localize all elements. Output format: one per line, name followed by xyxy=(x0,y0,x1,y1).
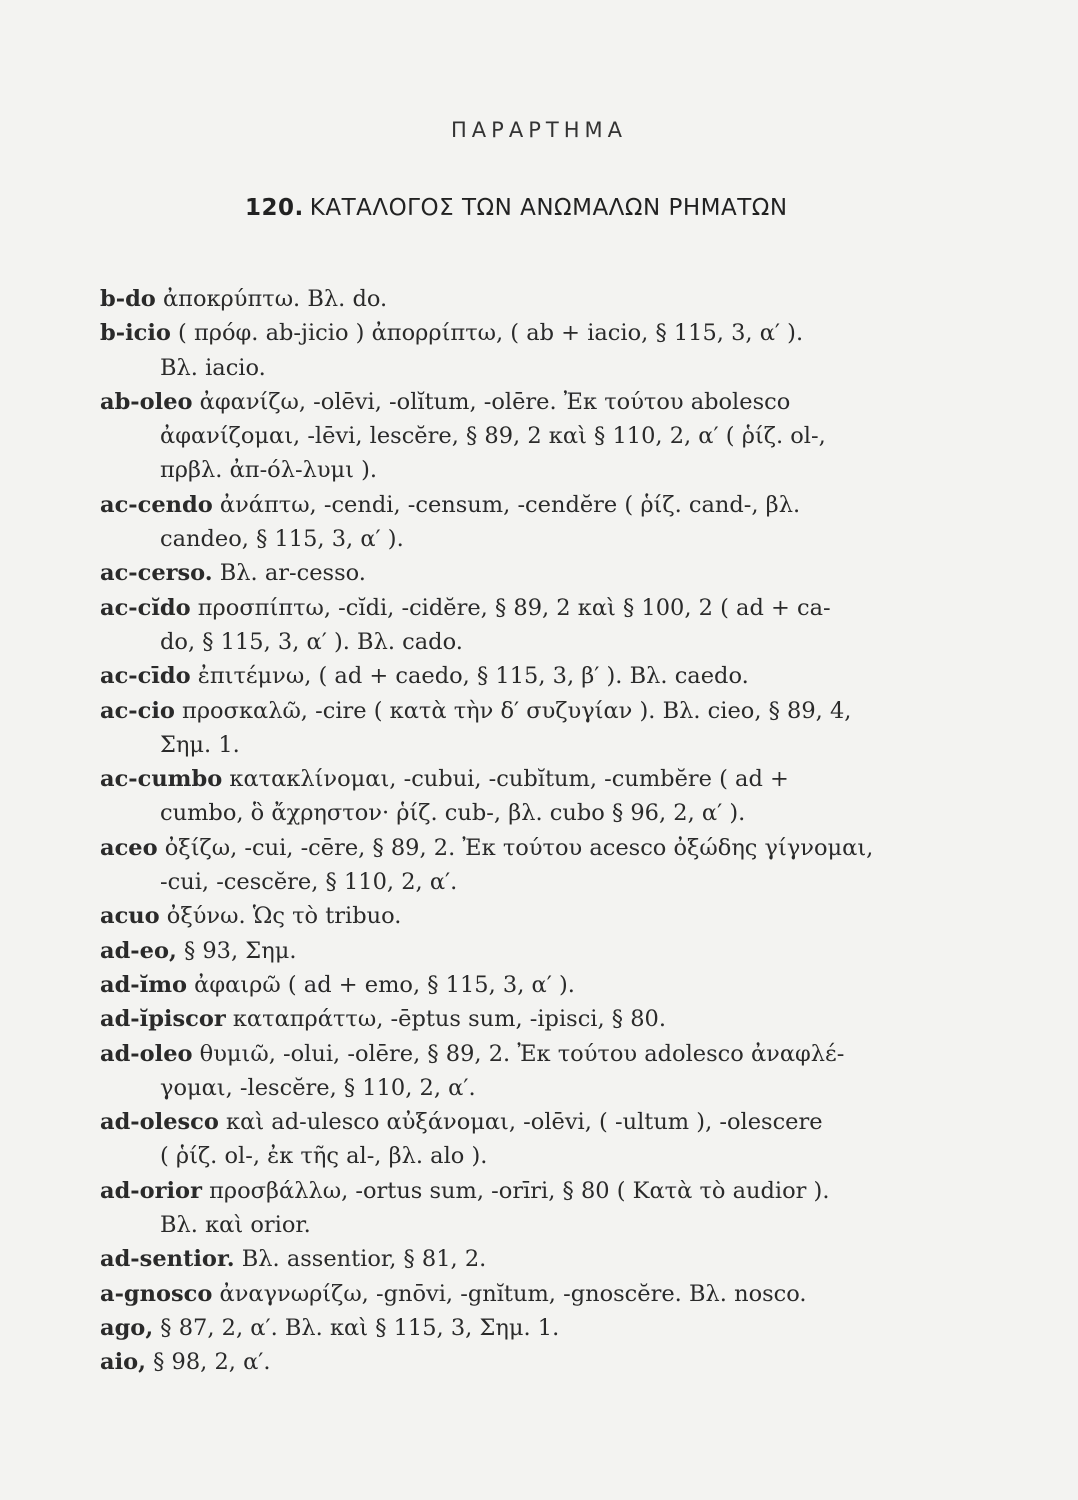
entry-text: Βλ. assentior, § 81, 2. xyxy=(234,1246,487,1273)
verb-entry xyxy=(100,1242,1000,1276)
entry-text: ἀφανίζομαι, -lēvi, lescĕre, § 89, 2 καὶ § 110, 2, α′ ( ῥίζ. ol-, xyxy=(160,423,826,450)
entry-headword: ad-ĭmo xyxy=(100,971,188,998)
entry-text: ἀναγνωρίζω, -gnōvi, -gnĭtum, -gnoscĕre. Βλ. nosco. xyxy=(212,1280,807,1307)
entry-text: προσπίπτω, -cĭdi, -cidĕre, § 89, 2 καὶ § 100, 2 ( ad + ca- xyxy=(190,594,831,621)
entry-text: ἀφανίζω, -olēvi, -olĭtum, -olēre. Ἐκ τούτου abolesco xyxy=(192,388,791,415)
entry-continuation-line xyxy=(160,351,1000,385)
verb-entry xyxy=(100,1002,1000,1036)
entry-first-line xyxy=(100,934,1000,968)
entry-headword: ac-cio xyxy=(100,697,175,724)
entry-headword: ac-cumbo xyxy=(100,766,223,793)
entry-text: θυμιῶ, -olui, -olēre, § 89, 2. Ἐκ τούτου adolesco ἀναφλέ- xyxy=(192,1040,845,1067)
entry-text: πρβλ. ἀπ-όλ-λυμι ). xyxy=(160,457,378,484)
verb-entry xyxy=(100,694,1000,763)
entry-headword: ac-cīdo xyxy=(100,663,191,690)
entry-headword: ago, xyxy=(100,1314,154,1341)
entry-first-line xyxy=(100,591,1000,625)
entry-text: -cui, -cescĕre, § 110, 2, α′. xyxy=(160,869,458,896)
entry-first-line xyxy=(100,1311,1000,1345)
verb-entry xyxy=(100,488,1000,557)
verb-entry xyxy=(100,1105,1000,1174)
entry-text: ὀξύνω. Ὡς τὸ tribuo. xyxy=(159,903,402,930)
entry-first-line xyxy=(100,1345,1000,1379)
entry-first-line xyxy=(100,1242,1000,1276)
entry-continuation-line xyxy=(160,1139,1000,1173)
verb-entry xyxy=(100,556,1000,590)
entry-first-line xyxy=(100,694,1000,728)
entry-text: ὀξίζω, -cui, -cēre, § 89, 2. Ἐκ τούτου acesco ὀξώδης γίγνομαι, xyxy=(157,834,874,861)
entry-continuation-line xyxy=(160,1071,1000,1105)
entry-text: Βλ. iacio. xyxy=(160,354,266,381)
verb-entry xyxy=(100,934,1000,968)
entry-headword: ad-sentior. xyxy=(100,1246,235,1273)
entry-headword: ac-cendo xyxy=(100,491,213,518)
entry-headword: ad-eo, xyxy=(100,937,177,964)
entry-text: § 87, 2, α′. Βλ. καὶ § 115, 3, Σημ. 1. xyxy=(153,1314,560,1341)
entry-text: καταπράττω, -ēptus sum, -ipisci, § 80. xyxy=(225,1006,666,1033)
entry-first-line xyxy=(100,762,1000,796)
entry-first-line xyxy=(100,385,1000,419)
entry-headword: ad-oleo xyxy=(100,1040,193,1067)
section-title xyxy=(245,195,788,221)
verb-entry xyxy=(100,1277,1000,1311)
entry-first-line xyxy=(100,282,1000,316)
entry-text: κατακλίνομαι, -cubui, -cubĭtum, -cumbĕre ( ad + xyxy=(222,766,789,793)
verb-entry xyxy=(100,1174,1000,1243)
entry-headword: ac-cĭdo xyxy=(100,594,191,621)
entry-continuation-line xyxy=(160,865,1000,899)
entry-text: προσβάλλω, -ortus sum, -orīri, § 80 ( Κατὰ τὸ audior ). xyxy=(201,1177,830,1204)
entry-first-line xyxy=(100,659,1000,693)
entry-first-line xyxy=(100,1037,1000,1071)
entry-text: § 93, Σημ. xyxy=(176,937,297,964)
verb-entry xyxy=(100,282,1000,316)
entry-first-line xyxy=(100,488,1000,522)
entry-first-line xyxy=(100,1002,1000,1036)
entry-headword: acuo xyxy=(100,903,160,930)
entry-text: ( ῥίζ. ol-, ἐκ τῆς al-, βλ. alo ). xyxy=(160,1143,488,1170)
entry-first-line xyxy=(100,1105,1000,1139)
section-title-text: ΚΑΤΑΛΟΓΟΣ ΤΩΝ ΑΝΩΜΑΛΩΝ ΡΗΜΑΤΩΝ xyxy=(309,195,788,221)
entry-text: Βλ. καὶ orior. xyxy=(160,1212,311,1239)
verb-entry xyxy=(100,899,1000,933)
entry-headword: aceo xyxy=(100,834,158,861)
entry-headword: ab-oleo xyxy=(100,388,193,415)
entry-text: § 98, 2, α′. xyxy=(145,1349,271,1376)
entry-text: ( πρόφ. ab-jicio ) ἀπορρίπτω, ( ab + iacio, § 115, 3, α′ ). xyxy=(170,320,804,347)
entry-text: καὶ ad-ulesco αὐξάνομαι, -olēvi, ( -ultum ), -olescere xyxy=(218,1109,823,1136)
entry-text: do, § 115, 3, α′ ). Βλ. cado. xyxy=(160,628,463,655)
verb-entry xyxy=(100,1037,1000,1106)
verb-entry xyxy=(100,762,1000,831)
entry-text: Βλ. ar-cesso. xyxy=(212,560,366,587)
entry-continuation-line xyxy=(160,728,1000,762)
entry-text: γομαι, -lescĕre, § 110, 2, α′. xyxy=(160,1074,476,1101)
entry-headword: a-gnosco xyxy=(100,1280,213,1307)
entry-text: ἐπιτέμνω, ( ad + caedo, § 115, 3, β′ ). Βλ. caedo. xyxy=(190,663,749,690)
verb-entry xyxy=(100,1311,1000,1345)
entry-first-line xyxy=(100,1277,1000,1311)
verb-entry xyxy=(100,385,1000,488)
section-number: 120. xyxy=(245,195,304,221)
entry-headword: b-do xyxy=(100,286,156,312)
verb-entry xyxy=(100,591,1000,660)
entry-text: candeo, § 115, 3, α′ ). xyxy=(160,526,404,553)
entry-continuation-line xyxy=(160,419,1000,453)
entry-first-line xyxy=(100,1174,1000,1208)
entry-first-line xyxy=(100,831,1000,865)
verb-entry xyxy=(100,1345,1000,1379)
entry-text: ἀποκρύπτω. Βλ. do. xyxy=(155,286,388,312)
entry-text: cumbo, ὃ ἄχρηστον· ῥίζ. cub-, βλ. cubo § 96, 2, α′ ). xyxy=(160,800,746,827)
entry-headword: b-icio xyxy=(100,320,171,347)
entry-headword: aio, xyxy=(100,1349,146,1376)
verb-entry xyxy=(100,831,1000,900)
entry-headword: ac-cerso. xyxy=(100,560,213,587)
entry-text: ἀφαιρῶ ( ad + emo, § 115, 3, α′ ). xyxy=(187,971,575,998)
entry-headword: ad-ĭpiscor xyxy=(100,1006,226,1033)
entry-first-line xyxy=(100,316,1000,350)
verb-entry xyxy=(100,316,1000,385)
entry-first-line xyxy=(100,899,1000,933)
entry-text: Σημ. 1. xyxy=(160,731,240,758)
entry-first-line xyxy=(100,968,1000,1002)
verb-entry xyxy=(100,968,1000,1002)
entry-headword: ad-olesco xyxy=(100,1109,219,1136)
page-header: ΠΑΡΑΡΤΗΜΑ xyxy=(451,118,627,142)
entry-continuation-line xyxy=(160,453,1000,487)
entry-continuation-line xyxy=(160,1208,1000,1242)
entry-first-line xyxy=(100,556,1000,590)
entry-text: προσκαλῶ, -cire ( κατὰ τὴν δ′ συζυγίαν ). Βλ. cieo, § 89, 4, xyxy=(174,697,852,724)
entry-headword: ad-orior xyxy=(100,1177,202,1204)
verb-list xyxy=(100,282,1000,1380)
verb-entry xyxy=(100,659,1000,693)
entry-continuation-line xyxy=(160,625,1000,659)
entry-continuation-line xyxy=(160,522,1000,556)
entry-text: ἀνάπτω, -cendi, -censum, -cendĕre ( ῥίζ. cand-, βλ. xyxy=(212,491,801,518)
entry-continuation-line xyxy=(160,796,1000,830)
